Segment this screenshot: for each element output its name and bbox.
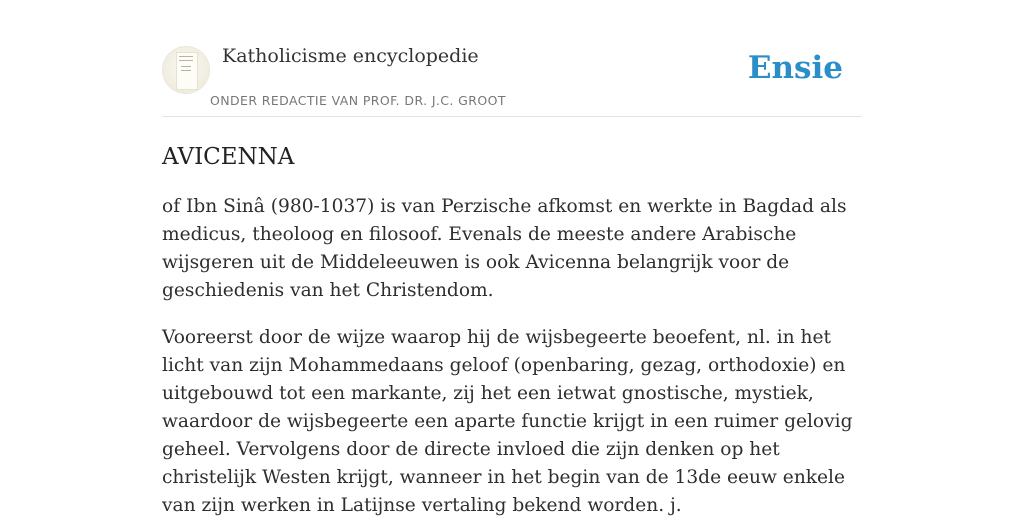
book-line xyxy=(179,60,193,61)
entry-paragraph: of Ibn Sinâ (980-1037) is van Perzische afkomst en werkte in Bagdad als medicus, theoloog en filosoof. Evenals de meeste andere Arabische wijsgeren uit de Middeleeuwen is ook Avicenna belangrijk voor de geschiedenis van het Christendom. xyxy=(162,196,847,301)
editor-credit: ONDER REDACTIE VAN PROF. DR. J.C. GROOT xyxy=(210,93,506,108)
site-title[interactable]: Katholicisme encyclopedie xyxy=(222,45,479,67)
book-cover-icon[interactable] xyxy=(162,46,210,94)
brand-logo[interactable]: Ensie xyxy=(747,50,843,86)
header xyxy=(162,0,862,117)
page xyxy=(162,0,862,520)
book-page xyxy=(176,52,198,90)
book-line xyxy=(179,56,193,57)
entry-title: AVICENNA xyxy=(162,144,295,170)
book-line xyxy=(181,70,191,71)
book-line xyxy=(181,66,191,67)
entry-paragraph: Vooreerst door de wijze waarop hij de wijsbegeerte beoefent, nl. in het licht van zijn Mohammedaans geloof (openbaring, gezag, orthodoxie) en uitgebouwd tot een markante, zij het een ietwat gnostische, mystiek, waardoor de wijsbegeerte een aparte functie krijgt in een ruimer gelovig geheel. Vervolgens door de directe invloed die zijn denken op het christelijk Westen krijgt, wanneer in het begin van de 13de eeuw enkele van zijn werken in Latijnse vertaling bekend worden. j. xyxy=(162,327,853,516)
